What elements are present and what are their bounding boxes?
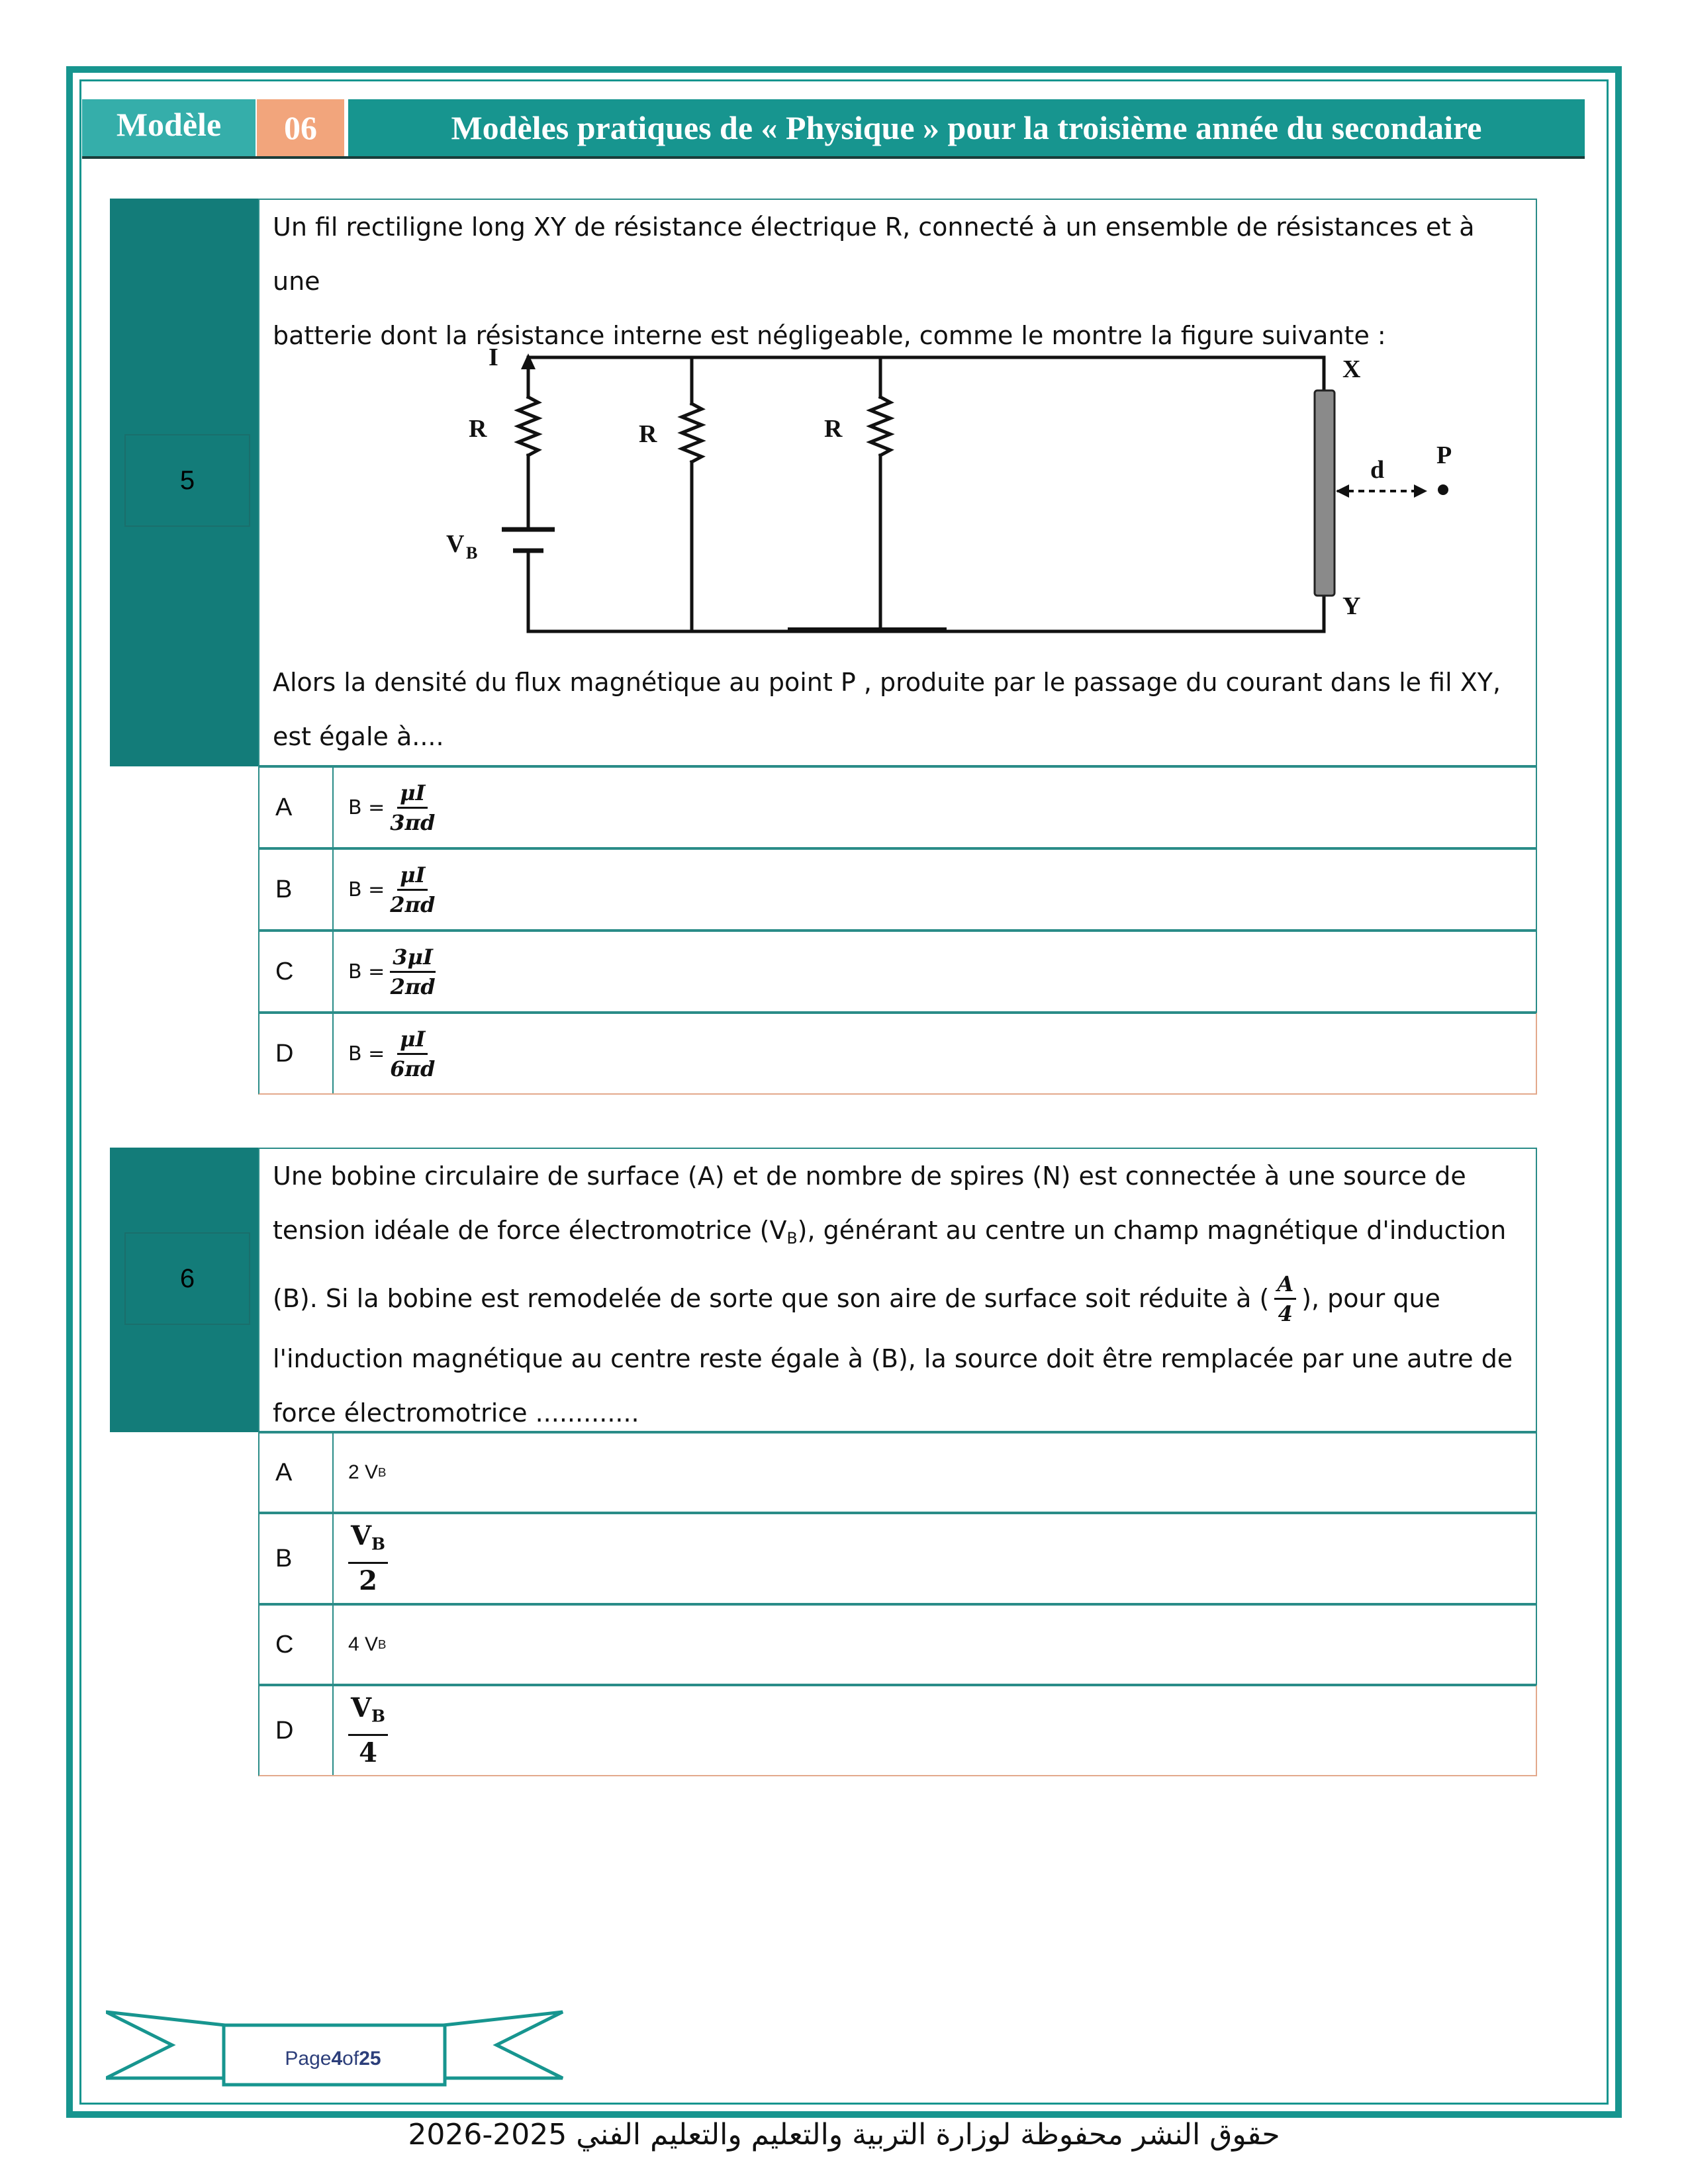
question-number: 5 xyxy=(124,434,250,527)
model-label: Modèle xyxy=(82,99,256,156)
option-b[interactable] xyxy=(258,1513,1537,1604)
question-text-line xyxy=(273,1265,1521,1332)
fraction xyxy=(390,862,435,917)
page-total: 25 xyxy=(359,2048,381,2070)
point-p-dot xyxy=(1438,484,1448,495)
question-6-text xyxy=(273,1149,1521,1440)
option-a[interactable] xyxy=(258,766,1537,848)
option-prefix: B = xyxy=(348,1042,385,1066)
option-content xyxy=(348,1686,388,1775)
page-prefix: Page xyxy=(285,2048,332,2070)
option-letter: D xyxy=(259,1686,334,1775)
label-y: Y xyxy=(1342,592,1361,620)
circuit-diagram xyxy=(430,331,1523,649)
page-of: of xyxy=(342,2048,359,2070)
option-prefix: B = xyxy=(348,796,385,819)
wire-xy xyxy=(1315,390,1335,596)
fraction-denominator: 4 xyxy=(359,1737,377,1768)
header-divider xyxy=(82,156,1585,159)
question-5-text-after xyxy=(273,655,1524,764)
option-letter: B xyxy=(259,1514,334,1603)
text-fragment: l'induction magnétique au centre reste égale à (B), la source doit être remplacée par une autre de xyxy=(273,1344,1513,1374)
option-subscript: B xyxy=(378,1637,387,1651)
model-number: 06 xyxy=(257,99,344,156)
fraction-numerator: A xyxy=(1274,1271,1296,1300)
arrow-right-icon xyxy=(1414,484,1427,498)
question-text-line: Un fil rectiligne long XY de résistance électrique R, connecté à un ensemble de résistances et à une xyxy=(273,212,1475,296)
arrow-left-icon xyxy=(1336,484,1349,498)
option-content xyxy=(348,1433,386,1512)
label-distance: d xyxy=(1370,456,1385,484)
question-text-line: est égale à.... xyxy=(273,722,444,751)
option-content xyxy=(348,1514,388,1603)
question-text-line xyxy=(273,1203,1521,1265)
fraction-denominator: 2πd xyxy=(390,891,436,917)
fraction xyxy=(1274,1271,1296,1326)
label-current: I xyxy=(489,343,498,371)
fraction-numerator: μI xyxy=(397,1026,428,1055)
fraction-numerator xyxy=(348,1520,388,1563)
question-text-line xyxy=(273,1332,1521,1386)
fraction-denominator: 6πd xyxy=(390,1056,436,1081)
label-battery-sub: B xyxy=(466,543,478,563)
text-fragment: ), générant au centre un champ magnétique d'induction xyxy=(797,1216,1507,1245)
text-fragment: (B). Si la bobine est remodelée de sorte que son aire de surface soit réduite à ( xyxy=(273,1284,1270,1314)
option-prefix: B = xyxy=(348,960,385,983)
option-b[interactable] xyxy=(258,848,1537,931)
page-number xyxy=(224,2032,442,2086)
fraction xyxy=(348,1520,388,1596)
text-fragment: ), pour que xyxy=(1301,1284,1440,1314)
option-letter: A xyxy=(259,768,334,847)
fraction-subscript: B xyxy=(371,1706,386,1726)
fraction-text: V xyxy=(351,1520,372,1552)
option-content xyxy=(348,850,435,929)
option-letter: C xyxy=(259,1606,334,1684)
fraction-numerator xyxy=(348,1692,388,1735)
fraction xyxy=(390,780,435,835)
label-x: X xyxy=(1342,355,1361,383)
option-letter: B xyxy=(259,850,334,929)
option-prefix: B = xyxy=(348,878,385,901)
question-text-line xyxy=(273,1149,1521,1203)
question-text-line: Alors la densité du flux magnétique au point P , produite par le passage du courant dans le fil XY, xyxy=(273,668,1501,697)
fraction-denominator: 2πd xyxy=(390,974,436,999)
option-content xyxy=(348,932,436,1011)
label-battery: V xyxy=(446,530,465,558)
fraction xyxy=(348,1692,388,1768)
fraction-denominator: 2 xyxy=(359,1565,377,1596)
page-current: 4 xyxy=(331,2048,343,2070)
option-d[interactable] xyxy=(258,1685,1537,1776)
option-text: 4 V xyxy=(348,1633,379,1655)
option-content xyxy=(348,1606,386,1684)
text-fragment: tension idéale de force électromotrice (V xyxy=(273,1216,787,1245)
fraction-numerator: μI xyxy=(397,862,428,891)
fraction-numerator: μI xyxy=(397,780,428,809)
fraction-subscript: B xyxy=(371,1534,386,1554)
option-text: 2 V xyxy=(348,1461,379,1483)
text-subscript: B xyxy=(786,1229,798,1248)
label-point: P xyxy=(1436,441,1452,469)
fraction-text: V xyxy=(351,1692,372,1724)
option-c[interactable] xyxy=(258,1604,1537,1685)
page-title: Modèles pratiques de « Physique » pour la troisième année du secondaire xyxy=(348,99,1585,156)
fraction-denominator: 4 xyxy=(1278,1300,1293,1326)
option-letter: C xyxy=(259,932,334,1011)
option-d[interactable] xyxy=(258,1013,1537,1095)
fraction xyxy=(390,1026,435,1081)
copyright-notice: حقوق النشر محفوظة لوزارة التربية والتعليم والتعليم الفني 2025-2026 xyxy=(408,2118,1280,2152)
question-number: 6 xyxy=(124,1232,250,1325)
fraction-denominator: 3πd xyxy=(390,809,436,835)
label-resistor: R xyxy=(639,420,657,448)
label-resistor: R xyxy=(469,415,487,443)
option-letter: A xyxy=(259,1433,334,1512)
option-subscript: B xyxy=(378,1465,387,1479)
text-fragment: Une bobine circulaire de surface (A) et de nombre de spires (N) est connectée à une source de xyxy=(273,1161,1466,1191)
fraction-numerator: 3μI xyxy=(390,944,436,973)
option-c[interactable] xyxy=(258,931,1537,1013)
text-fragment: force électromotrice ............. xyxy=(273,1398,639,1428)
option-letter: D xyxy=(259,1014,334,1093)
label-resistor: R xyxy=(824,415,843,443)
option-content xyxy=(348,1014,435,1093)
option-content xyxy=(348,768,435,847)
fraction xyxy=(390,944,436,999)
option-a[interactable] xyxy=(258,1432,1537,1513)
question-text-line: batterie dont la résistance interne est négligeable, comme le montre la figure suivante : xyxy=(273,321,1386,350)
